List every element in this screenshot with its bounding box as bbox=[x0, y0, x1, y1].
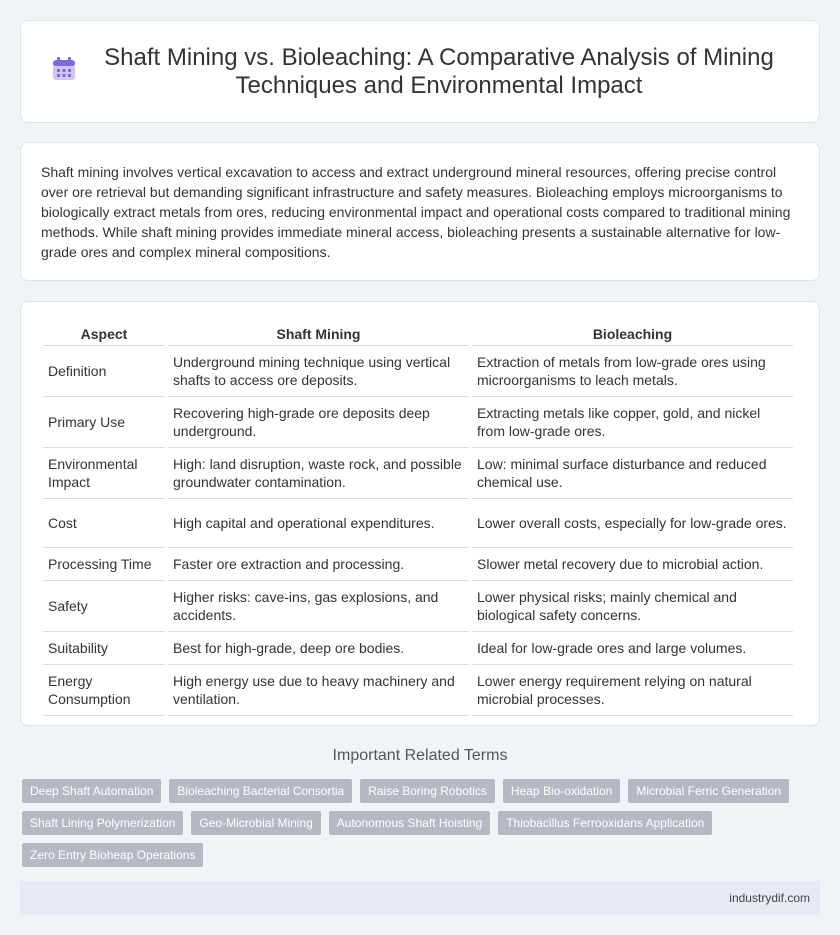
footer-site-link[interactable]: industrydif.com bbox=[729, 891, 810, 905]
related-term-tag[interactable]: Shaft Lining Polymerization bbox=[22, 811, 183, 835]
row-shaft-mining: High energy use due to heavy machinery and ventilation. bbox=[168, 665, 469, 716]
table-row bbox=[43, 346, 793, 397]
row-aspect: Environmental Impact bbox=[43, 448, 165, 499]
table-header-row bbox=[43, 323, 793, 346]
related-terms-title: Important Related Terms bbox=[332, 747, 508, 764]
row-shaft-mining: Recovering high-grade ore deposits deep underground. bbox=[168, 397, 469, 448]
related-term-tag[interactable]: Bioleaching Bacterial Consortia bbox=[169, 779, 352, 803]
table-row bbox=[43, 665, 793, 716]
comparison-card bbox=[20, 301, 820, 726]
row-bioleaching: Ideal for low-grade ores and large volumes. bbox=[472, 632, 793, 665]
row-bioleaching: Low: minimal surface disturbance and reduced chemical use. bbox=[472, 448, 793, 499]
row-shaft-mining: High: land disruption, waste rock, and possible groundwater contamination. bbox=[168, 448, 469, 499]
row-aspect: Primary Use bbox=[43, 397, 165, 448]
row-bioleaching: Lower physical risks; mainly chemical and biological safety concerns. bbox=[472, 581, 793, 632]
row-aspect: Energy Consumption bbox=[43, 665, 165, 716]
related-term-tag[interactable]: Thiobacillus Ferrooxidans Application bbox=[498, 811, 712, 835]
related-term-tag[interactable]: Deep Shaft Automation bbox=[22, 779, 161, 803]
row-bioleaching: Slower metal recovery due to microbial action. bbox=[472, 548, 793, 581]
page-title: Shaft Mining vs. Bioleaching: A Comparative Analysis of Mining Techniques and Environmental Impact bbox=[104, 43, 774, 99]
row-aspect: Safety bbox=[43, 581, 165, 632]
table-row bbox=[43, 448, 793, 499]
summary-card bbox=[20, 142, 820, 281]
header-bioleaching: Bioleaching bbox=[472, 323, 793, 346]
table-row bbox=[43, 632, 793, 665]
row-bioleaching: Lower energy requirement relying on natural microbial processes. bbox=[472, 665, 793, 716]
row-bioleaching: Extraction of metals from low-grade ores using microorganisms to leach metals. bbox=[472, 346, 793, 397]
related-term-tag[interactable]: Raise Boring Robotics bbox=[360, 779, 495, 803]
comparison-table bbox=[40, 323, 796, 716]
table-row bbox=[43, 548, 793, 581]
row-shaft-mining: High capital and operational expenditures. bbox=[168, 499, 469, 548]
header-shaft-mining: Shaft Mining bbox=[168, 323, 469, 346]
related-term-tag[interactable]: Autonomous Shaft Hoisting bbox=[329, 811, 490, 835]
row-bioleaching: Lower overall costs, especially for low-grade ores. bbox=[472, 499, 793, 548]
related-term-tag[interactable]: Geo-Microbial Mining bbox=[191, 811, 320, 835]
row-bioleaching: Extracting metals like copper, gold, and nickel from low-grade ores. bbox=[472, 397, 793, 448]
summary-text: Shaft mining involves vertical excavation to access and extract underground mineral resources, offering precise control over ore retrieval but demanding significant infrastructure and safety measures. Bioleaching employs microorganisms to biologically extract metals from ores, reducing environmental impact and operational costs compared to traditional mining methods. While shaft mining provides immediate mineral access, bioleaching presents a sustainable alternative for low-grade ores and complex mineral compositions. bbox=[41, 164, 791, 260]
table-row bbox=[43, 499, 793, 548]
row-shaft-mining: Higher risks: cave-ins, gas explosions, and accidents. bbox=[168, 581, 469, 632]
related-terms-list bbox=[22, 779, 802, 867]
related-term-tag[interactable]: Microbial Ferric Generation bbox=[628, 779, 789, 803]
footer bbox=[20, 881, 820, 915]
row-aspect: Definition bbox=[43, 346, 165, 397]
table-row bbox=[43, 581, 793, 632]
header-aspect: Aspect bbox=[43, 323, 165, 346]
related-term-tag[interactable]: Heap Bio-oxidation bbox=[503, 779, 620, 803]
title-card bbox=[20, 20, 820, 123]
row-aspect: Cost bbox=[43, 499, 165, 548]
row-aspect: Suitability bbox=[43, 632, 165, 665]
related-term-tag[interactable]: Zero Entry Bioheap Operations bbox=[22, 843, 203, 867]
row-aspect: Processing Time bbox=[43, 548, 165, 581]
row-shaft-mining: Faster ore extraction and processing. bbox=[168, 548, 469, 581]
row-shaft-mining: Best for high-grade, deep ore bodies. bbox=[168, 632, 469, 665]
table-row bbox=[43, 397, 793, 448]
calendar-icon bbox=[51, 56, 77, 82]
row-shaft-mining: Underground mining technique using vertical shafts to access ore deposits. bbox=[168, 346, 469, 397]
